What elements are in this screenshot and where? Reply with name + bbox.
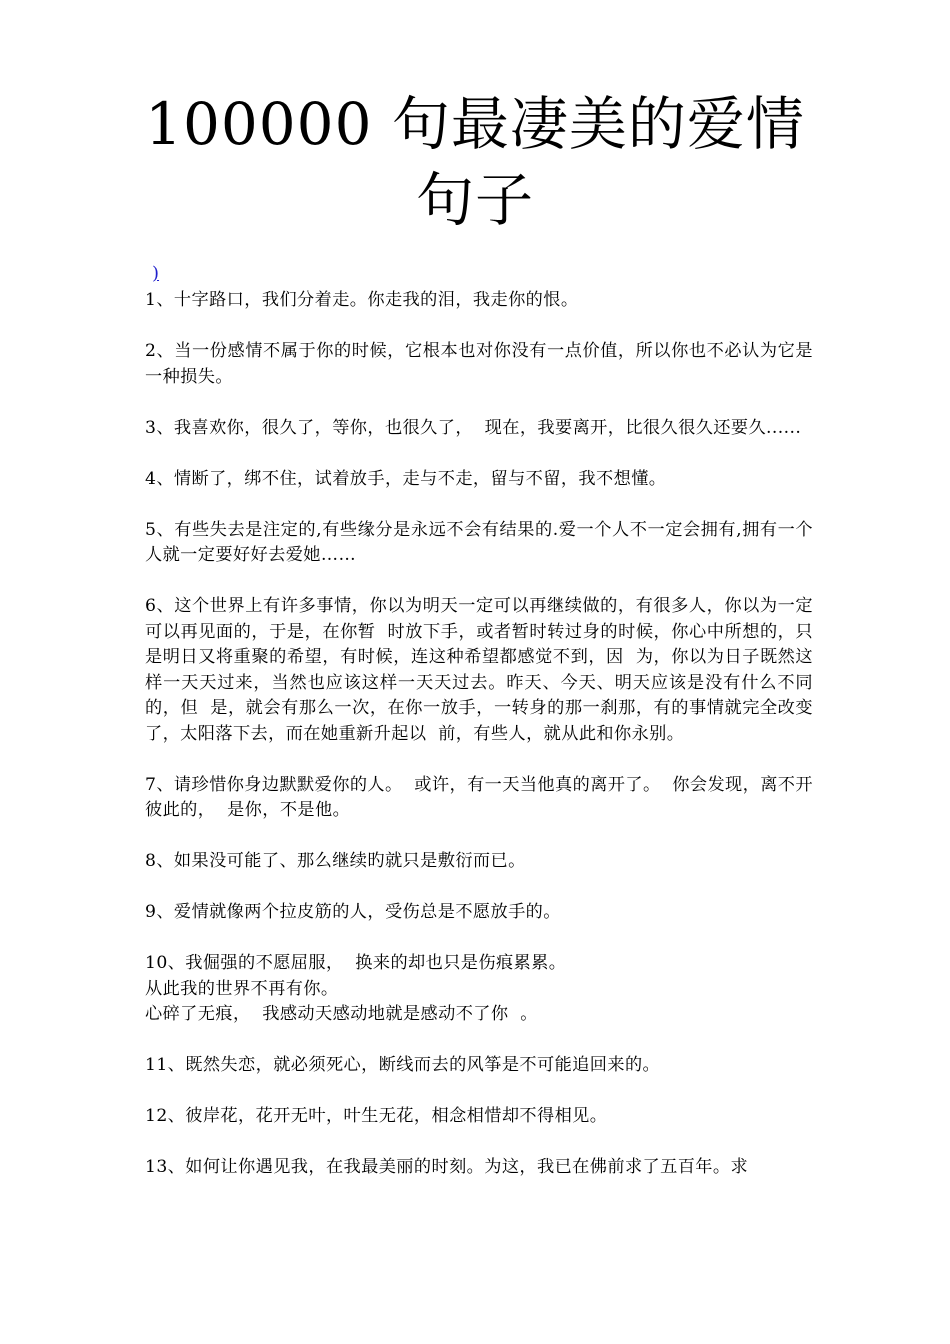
paragraph-line: 3、我喜欢你，很久了，等你，也很久了， 现在，我要离开，比很久很久还要久...... <box>145 417 802 438</box>
paragraph-line: 7、请珍惜你身边默默爱你的人。 或许，有一天当他真的离开了。 你会发现，离不开彼此的， 是你，不是他。 <box>145 774 813 820</box>
paragraph-line: 从此我的世界不再有你。 <box>145 978 339 999</box>
document-title: 100000 句最凄美的爱情句子 <box>145 90 805 234</box>
sentence-paragraph <box>145 849 813 875</box>
paragraph-line: 10、我倔强的不愿屈服， 换来的却也只是伤痕累累。 <box>145 953 567 973</box>
sentence-paragraph <box>145 951 813 1028</box>
sentence-paragraph <box>145 773 813 824</box>
paragraph-line: 6、这个世界上有许多事情，你以为明天一定可以再继续做的，有很多人，你以为一定可以再见面的，于是，在你暂 时放下手，或者暂时转过身的时候，你心中所想的，只是明日又将重聚的希望，有时候，连这种希望都感觉不到，因 为，你以为日子既然这样一天天过来，当然也应该这样一天天过去。昨天、今天、明天应该是没有什么不同的，但 是，就会有那么一次，在你一放手，一转身的那一刹那，有的事情就完全改变了，太阳落下去，而在她重新升起以 前，有些人，就从此和你永别。 <box>145 596 813 744</box>
sentence-paragraph <box>145 518 813 569</box>
paragraph-line: 11、既然失恋，就必须死心，断线而去的风筝是不可能追回来的。 <box>145 1055 661 1075</box>
sentence-paragraph <box>145 1155 813 1181</box>
paragraph-line: 9、爱情就像两个拉皮筋的人，受伤总是不愿放手的。 <box>145 902 561 922</box>
sentence-paragraph <box>145 339 813 390</box>
sentence-paragraph <box>145 467 813 493</box>
paragraph-line: 12、彼岸花，花开无叶，叶生无花，相念相惜却不得相见。 <box>145 1106 608 1126</box>
paragraph-line: 2、当一份感情不属于你的时候，它根本也对你没有一点价值，所以你也不必认为它是一种损失。 <box>145 341 813 387</box>
sentence-paragraph <box>145 288 813 314</box>
source-link[interactable]: ) <box>152 263 160 284</box>
sentence-paragraph <box>145 1053 813 1079</box>
paragraph-line: 心碎了无痕， 我感动天感动地就是感动不了你 。 <box>145 1004 538 1024</box>
paragraph-line: 8、如果没可能了、那么继续旳就只是敷衍而已。 <box>145 851 526 871</box>
document-body <box>145 288 813 1206</box>
sentence-paragraph <box>145 416 813 442</box>
paragraph-line: 1、十字路口，我们分着走。你走我的泪，我走你的恨。 <box>145 290 579 310</box>
sentence-paragraph <box>145 594 813 747</box>
paragraph-line: 5、有些失去是注定的,有些缘分是永远不会有结果的.爱一个人不一定会拥有,拥有一个人就一定要好好去爱她…… <box>145 519 813 565</box>
sentence-paragraph <box>145 1104 813 1130</box>
paragraph-line: 13、如何让你遇见我，在我最美丽的时刻。为这，我已在佛前求了五百年。求 <box>145 1157 749 1177</box>
sentence-paragraph <box>145 900 813 926</box>
paragraph-line: 4、情断了，绑不住，试着放手，走与不走，留与不留，我不想懂。 <box>145 468 667 489</box>
